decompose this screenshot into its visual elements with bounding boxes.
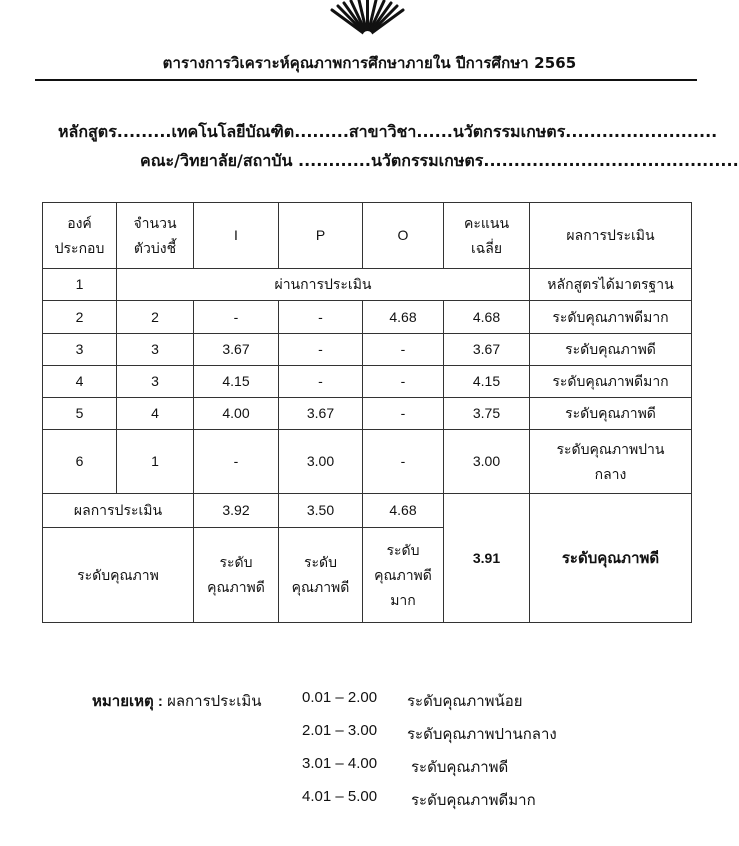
header-average: คะแนน เฉลี่ย (444, 203, 530, 269)
cell-i: 4.00 (194, 398, 279, 430)
cell-i: 3.67 (194, 334, 279, 366)
cell-p: - (279, 301, 363, 334)
cell-o: - (363, 398, 444, 430)
notes-label: ผลการประเมิน (167, 693, 262, 710)
cell-indicators: 4 (117, 398, 194, 430)
table-row (43, 430, 692, 494)
cell-p: - (279, 334, 363, 366)
document-title: ตารางการวิเคราะห์คุณภาพการศึกษาภายใน ปีการศึกษา 2565 (162, 54, 577, 72)
cell-component: 3 (43, 334, 117, 366)
quality-analysis-table (42, 202, 692, 623)
scale-level: ระดับคุณภาพดี (411, 759, 509, 776)
scale-level: ระดับคุณภาพน้อย (407, 693, 523, 710)
header-o: O (363, 203, 444, 269)
cell-result: ระดับคุณภาพปาน กลาง (530, 430, 692, 494)
quality-o: ระดับ คุณภาพดี มาก (363, 528, 444, 623)
cell-o: 4.68 (363, 301, 444, 334)
faculty-info-line: คณะ/วิทยาลัย/สถาบัน ............นวัตกรรมเกษตร.......................................... (140, 151, 739, 170)
header-p: P (279, 203, 363, 269)
table-row (43, 301, 692, 334)
cell-component: 1 (43, 269, 117, 301)
scale-range: 0.01 – 2.00 (302, 689, 378, 706)
quality-label: ระดับคุณภาพ (43, 528, 194, 623)
cell-o: - (363, 366, 444, 398)
table-row (43, 398, 692, 430)
table-row (43, 366, 692, 398)
table-header-row (43, 203, 692, 269)
summary-row (43, 494, 692, 528)
summary-label: ผลการประเมิน (43, 494, 194, 528)
quality-p: ระดับ คุณภาพดี (279, 528, 363, 623)
title-divider (35, 79, 697, 81)
summary-o: 4.68 (363, 494, 444, 528)
cell-o: - (363, 334, 444, 366)
cell-component: 5 (43, 398, 117, 430)
header-i: I (194, 203, 279, 269)
cell-average: 3.67 (444, 334, 530, 366)
overall-result: ระดับคุณภาพดี (530, 494, 692, 623)
notes-prefix: หมายเหตุ : (92, 693, 163, 710)
scale-range: 3.01 – 4.00 (302, 755, 378, 772)
cell-average: 4.15 (444, 366, 530, 398)
cell-p: 3.00 (279, 430, 363, 494)
sunburst-emblem-icon (320, 0, 415, 42)
cell-component: 4 (43, 366, 117, 398)
table-row (43, 334, 692, 366)
cell-i: - (194, 430, 279, 494)
cell-indicators: 3 (117, 366, 194, 398)
overall-average: 3.91 (444, 494, 530, 623)
scale-range: 2.01 – 3.00 (302, 722, 378, 739)
cell-o: - (363, 430, 444, 494)
cell-indicators: 2 (117, 301, 194, 334)
cell-result: หลักสูตรได้มาตรฐาน (530, 269, 692, 301)
table-row (43, 269, 692, 301)
cell-component: 2 (43, 301, 117, 334)
cell-merged-status: ผ่านการประเมิน (117, 269, 530, 301)
cell-indicators: 3 (117, 334, 194, 366)
scale-level: ระดับคุณภาพดีมาก (411, 792, 536, 809)
scale-range: 4.01 – 5.00 (302, 788, 378, 805)
cell-result: ระดับคุณภาพดี (530, 398, 692, 430)
cell-p: 3.67 (279, 398, 363, 430)
cell-i: - (194, 301, 279, 334)
cell-average: 3.75 (444, 398, 530, 430)
summary-i: 3.92 (194, 494, 279, 528)
cell-average: 4.68 (444, 301, 530, 334)
cell-result: ระดับคุณภาพดีมาก (530, 301, 692, 334)
quality-i: ระดับ คุณภาพดี (194, 528, 279, 623)
header-component: องค์ ประกอบ (43, 203, 117, 269)
program-info-line: หลักสูตร.........เทคโนโลยีบัณฑิต.........สาขาวิชา......นวัตกรรมเกษตร......................... (58, 122, 718, 141)
cell-component: 6 (43, 430, 117, 494)
scale-level: ระดับคุณภาพปานกลาง (407, 726, 557, 743)
summary-p: 3.50 (279, 494, 363, 528)
header-indicators: จำนวน ตัวบ่งชี้ (117, 203, 194, 269)
cell-average: 3.00 (444, 430, 530, 494)
cell-i: 4.15 (194, 366, 279, 398)
header-result: ผลการประเมิน (530, 203, 692, 269)
cell-indicators: 1 (117, 430, 194, 494)
cell-result: ระดับคุณภาพดีมาก (530, 366, 692, 398)
cell-result: ระดับคุณภาพดี (530, 334, 692, 366)
cell-p: - (279, 366, 363, 398)
